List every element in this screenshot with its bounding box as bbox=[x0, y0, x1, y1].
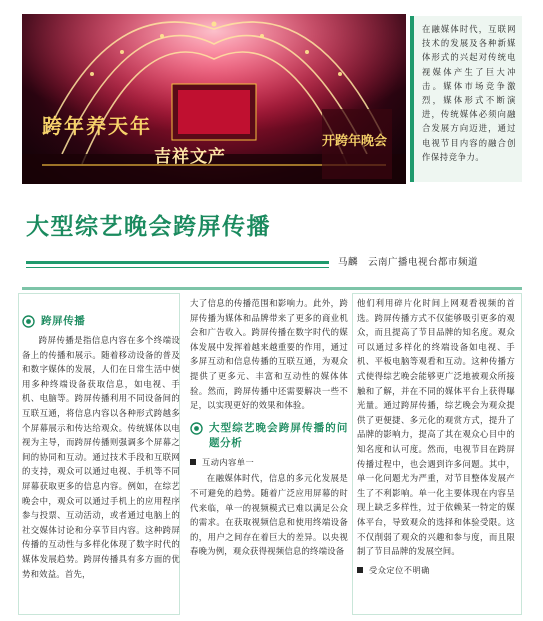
paragraph: 跨屏传播是指信息内容在多个终端设备上的传播和展示。随着移动设备的普及和数字媒体的发展，人们在日常生活中使用多种终端设备获取信息，如电视、手机、电脑等。跨屏传播利用不同设备间的互联互通，将信息内容以各种形式跨越多个屏幕展示和传达给观众。传统媒体以电视为主导，而跨屏传播则强调多个屏幕之间的协同和互动。通过技术手段和互联网的支持，观众可以通过电视、手机等不同屏幕获取更多的信息内容。例如，在综艺晚会中，观众可以通过手机上的应用程序参与投票、互动活动，或者通过电脑上的社交媒体讨论和分享节目内容。这种跨屏传播的互动性与多样化体现了数字时代的媒体发展趋势。跨屏传播具有多方面的优势和效益。首先， bbox=[22, 335, 180, 579]
stage-photo bbox=[22, 14, 406, 184]
section-heading-2-text: 大型综艺晚会跨屏传播的问题分析 bbox=[209, 421, 348, 449]
byline-rule bbox=[26, 261, 329, 264]
caption-left: 跨年养天年 bbox=[42, 114, 152, 138]
paragraph: 大了信息的传播范围和影响力。此外，跨屏传播为媒体和品牌带来了更多的商业机会和广告收入。跨屏传播在数字时代的媒体发展中发挥着越来越重要的作用，通过多屏互动和信息传播的互联互通，为观众提供了更多元、丰富和互动性的媒体体验。然而，跨屏传播中还需要解决一些不足，以实现更好的效果和体验。 bbox=[190, 298, 348, 411]
caption-center: 吉祥文产 bbox=[154, 147, 226, 167]
square-bullet-icon bbox=[357, 567, 363, 573]
column-1 bbox=[22, 312, 180, 581]
subheading-text: 互动内容单一 bbox=[202, 456, 255, 467]
target-icon bbox=[190, 422, 203, 435]
section-heading-2 bbox=[190, 421, 348, 451]
column-3 bbox=[357, 296, 515, 579]
paragraph: 在融媒体时代，信息的多元化发展是不可避免的趋势。随着广泛应用屏幕的时代来临，单一的视频模式已难以满足公众的需求。在获取视频信息和使用终端设备的，用户之间存在着巨大的差异。以央视春晚为例，观众获得视频信息的终端设备 bbox=[190, 473, 348, 557]
byline bbox=[26, 254, 516, 268]
caption-right: 开跨年晚会 bbox=[322, 134, 388, 149]
subheading bbox=[190, 455, 348, 470]
author-line: 马麟 云南广播电视台都市频道 bbox=[338, 257, 479, 268]
article-title: 大型综艺晚会跨屏传播 bbox=[26, 214, 271, 240]
column-2 bbox=[190, 296, 348, 559]
section-heading-1 bbox=[22, 314, 180, 329]
section-divider bbox=[22, 287, 522, 290]
subheading-text: 受众定位不明确 bbox=[369, 564, 430, 575]
intro-abstract: 在融媒体时代，互联网技术的发展及各种新媒体形式的兴起对传统电视媒体产生了巨大冲击。媒体市场竞争激烈，媒体形式不断演进，传统媒体必须向融合发展方向迈进，通过电视节目内容的融合创作保持竞争力。 bbox=[410, 16, 522, 182]
subheading bbox=[357, 563, 515, 578]
paragraph: 他们利用碎片化时间上网观看视频的首选。跨屏传播方式不仅能够吸引更多的观众，而且提高了节目品牌的知名度。观众可以通过多样化的终端设备如电视、手机、平板电脑等观看和互动。这种传播方式使得综艺晚会能够更广泛地被观众所接触和了解，并在不同的媒体平台上获得曝光量。通过跨屏传播，综艺晚会为观众提供了更便捷、多元化的观赏方式，提升了品牌的影响力，提高了其在观众心目中的知名度和认可度。然而，电视节目在跨屏传播过程中，也会遇到许多问题。其中，单一化问题尤为严重，对节目整体发展产生了不利影响。单一化主要体现在内容呈现上缺乏多样性，过于依赖某一特定的媒体平台，导致观众的选择和体验受限。这不仅削弱了观众的兴趣和参与度，而且限制了节目品牌的发展空间。 bbox=[357, 298, 515, 557]
target-icon bbox=[22, 315, 35, 328]
square-bullet-icon bbox=[190, 459, 196, 465]
byline-rule-thin bbox=[26, 267, 329, 268]
section-heading-1-text: 跨屏传播 bbox=[41, 315, 86, 327]
